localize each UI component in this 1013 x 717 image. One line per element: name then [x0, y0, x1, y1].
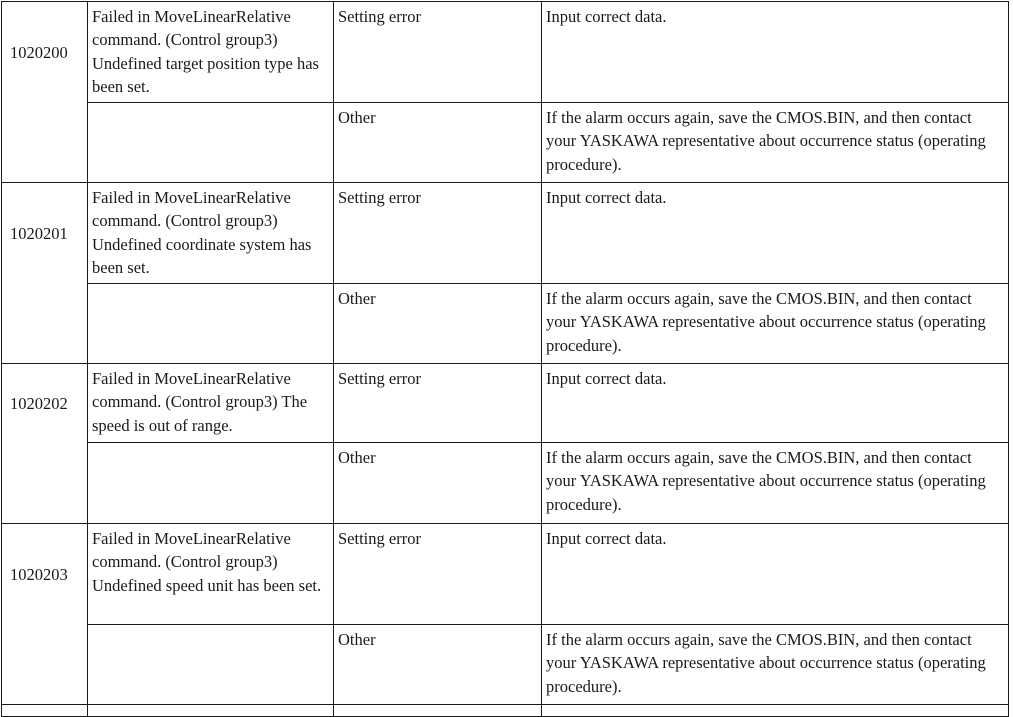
- alarm-code-empty: [2, 625, 88, 705]
- alarm-remedy: Input correct data.: [542, 524, 1009, 625]
- alarm-cause: Other: [334, 443, 542, 524]
- alarm-remedy: If the alarm occurs again, save the CMOS.BIN, and then contact your YASKAWA representative about occurrence status (operating procedure).: [542, 625, 1009, 705]
- alarm-description-empty: [88, 284, 334, 364]
- alarm-code-empty: [2, 284, 88, 364]
- table-row: [2, 524, 1009, 625]
- alarm-description-empty: [88, 103, 334, 183]
- table-row: [2, 364, 1009, 443]
- alarm-cause: Setting error: [334, 524, 542, 625]
- alarm-description: Failed in MoveLinearRelative command. (Control group3) The speed is out of range.: [88, 364, 334, 443]
- alarm-cause: Setting error: [334, 183, 542, 284]
- table-row: [2, 103, 1009, 183]
- alarm-remedy: If the alarm occurs again, save the CMOS.BIN, and then contact your YASKAWA representative about occurrence status (operating procedure).: [542, 103, 1009, 183]
- alarm-code-empty: [2, 443, 88, 524]
- alarm-code: 1020200: [2, 2, 88, 103]
- table-row-partial: [2, 705, 1009, 717]
- alarm-cause: Other: [334, 625, 542, 705]
- alarm-remedy: Input correct data.: [542, 364, 1009, 443]
- alarm-cause: Other: [334, 284, 542, 364]
- alarm-cause: Setting error: [334, 2, 542, 103]
- alarm-remedy: If the alarm occurs again, save the CMOS.BIN, and then contact your YASKAWA representative about occurrence status (operating procedure).: [542, 284, 1009, 364]
- alarm-description: Failed in MoveLinearRelative command. (Control group3) Undefined speed unit has been set.: [88, 524, 334, 625]
- alarm-cause: Setting error: [334, 364, 542, 443]
- table-row: [2, 284, 1009, 364]
- table-row: [2, 625, 1009, 705]
- alarm-description-empty: [88, 625, 334, 705]
- alarm-cause: Other: [334, 103, 542, 183]
- alarm-code: 1020202: [2, 364, 88, 443]
- table-row: [2, 443, 1009, 524]
- alarm-description: Failed in MoveLinearRelative command. (Control group3) Undefined target position type has been set.: [88, 2, 334, 103]
- empty-cell: [334, 705, 542, 717]
- empty-cell: [2, 705, 88, 717]
- empty-cell: [542, 705, 1009, 717]
- alarm-description-empty: [88, 443, 334, 524]
- alarm-remedy: Input correct data.: [542, 2, 1009, 103]
- alarm-code: 1020203: [2, 524, 88, 625]
- alarm-table: [1, 1, 1009, 717]
- table-row: [2, 2, 1009, 103]
- alarm-description: Failed in MoveLinearRelative command. (Control group3) Undefined coordinate system has been set.: [88, 183, 334, 284]
- empty-cell: [88, 705, 334, 717]
- alarm-code-empty: [2, 103, 88, 183]
- table-row: [2, 183, 1009, 284]
- alarm-remedy: If the alarm occurs again, save the CMOS.BIN, and then contact your YASKAWA representative about occurrence status (operating procedure).: [542, 443, 1009, 524]
- alarm-remedy: Input correct data.: [542, 183, 1009, 284]
- alarm-code: 1020201: [2, 183, 88, 284]
